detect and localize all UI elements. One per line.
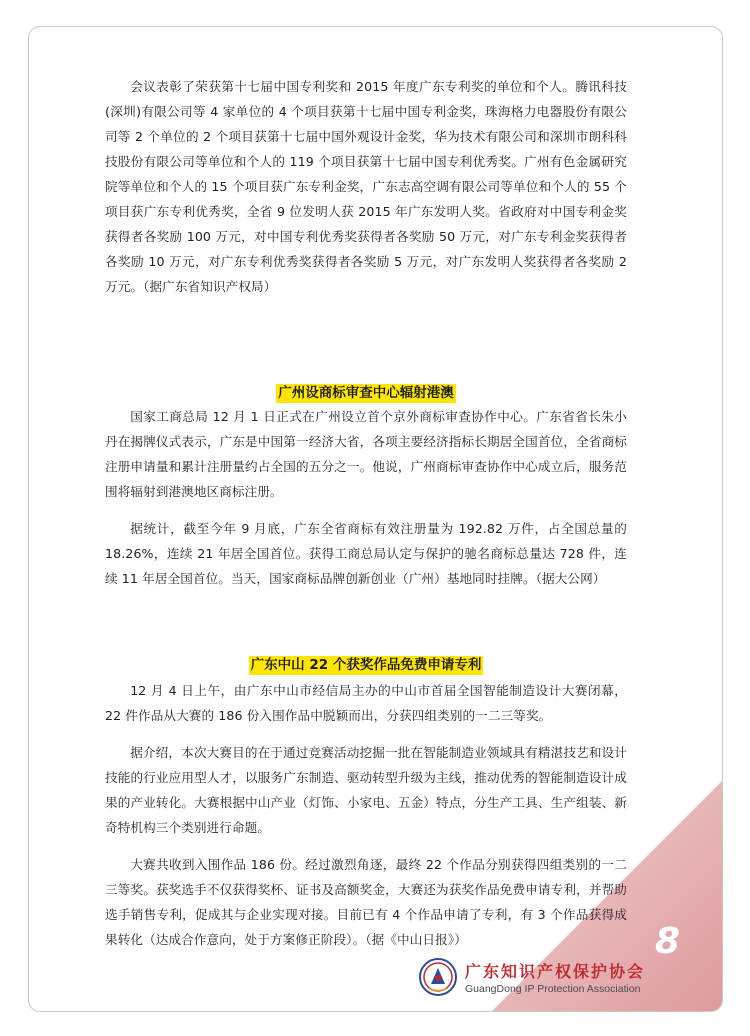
section-guangzhou-trademark [105, 404, 627, 591]
paragraph: 大赛共收到入围作品 186 份。经过激烈角逐，最终 22 个作品分别获得四组类别的一二三等奖。获奖选手不仅获得奖杯、证书及高额奖金，大赛还为获奖作品免费申请专利，并帮助选手销售专利，促成其与企业实现对接。目前已有 4 个作品申请了专利，有 3 个作品获得成果转化（达成合作意向，处于方案修正阶段）。（据《中山日报》） [105, 857, 627, 947]
association-emblem-icon [418, 957, 458, 997]
section-heading-zhongshan-awards: 广东中山 22 个获奖作品免费申请专利 [250, 657, 482, 673]
paragraph: 国家工商总局 12 月 1 日正式在广州设立首个京外商标审查协作中心。广东省省长朱小丹在揭牌仪式表示，广东是中国第一经济大省，各项主要经济指标长期居全国首位，全省商标注册申请量和累计注册量约占全国的五分之一。他说，广州商标审查协作中心成立后，服务范围将辐射到港澳地区商标注册。 [105, 409, 627, 499]
paragraph: 据统计，截至今年 9 月底，广东全省商标有效注册量为 192.82 万件，占全国总量的 18.26%，连续 21 年居全国首位。获得工商总局认定与保护的驰名商标总量达 728 件，连续 11 年居全国首位。当天，国家商标品牌创新创业（广州）基地同时挂牌。（据大公网） [105, 521, 627, 586]
section-heading-guangzhou-trademark: 广州设商标审查中心辐射港澳 [278, 385, 454, 401]
article-body [105, 74, 627, 947]
section-heading-wrap [105, 654, 627, 675]
page-number: 8 [655, 921, 681, 962]
paragraph: 据介绍，本次大赛目的在于通过竞赛活动挖掘一批在智能制造业领域具有精湛技艺和设计技能的行业应用型人才，以服务广东制造、驱动转型升级为主线，推动优秀的智能制造设计成果的产业转化。大赛根据中山产业（灯饰、小家电、五金）特点，分生产工具、生产组装、新奇特机构三个类别进行命题。 [105, 745, 627, 835]
section-heading-wrap [105, 382, 627, 403]
section-patent-awards [105, 74, 627, 299]
org-name-cn: 广东知识产权保护协会 [465, 962, 646, 981]
section-zhongshan-awards [105, 678, 627, 952]
paragraph: 会议表彰了荣获第十七届中国专利奖和 2015 年度广东专利奖的单位和个人。腾讯科技(深圳)有限公司等 4 家单位的 4 个项目获第十七届中国专利金奖，珠海格力电器股份有限公司等 2 个单位的 2 个项目获第十七届中国外观设计金奖，华为技术有限公司和深圳市朗科科技股份有限公司等单位和个人的 119 个项目获第十七届中国专利优秀奖。广州有色金属研究院等单位和个人的 15 个项目获广东专利金奖，广东志高空调有限公司等单位和个人的 55 个项目获广东专利优秀奖，全省 9 位发明人获 2015 年广东发明人奖。省政府对中国专利金奖获得者各奖励 100 万元，对中国专利优秀奖获得者各奖励 50 万元，对广东专利金奖获得者各奖励 10 万元，对广东专利优秀奖获得者各奖励 5 万元，对广东发明人奖获得者各奖励 2 万元。（据广东省知识产权局） [105, 79, 627, 294]
paragraph: 12 月 4 日上午，由广东中山市经信局主办的中山市首届全国智能制造设计大赛闭幕，22 件作品从大赛的 186 份入围作品中脱颖而出，分获四组类别的一二三等奖。 [105, 683, 627, 723]
org-name-en: GuangDong IP Protection Association [465, 983, 641, 995]
